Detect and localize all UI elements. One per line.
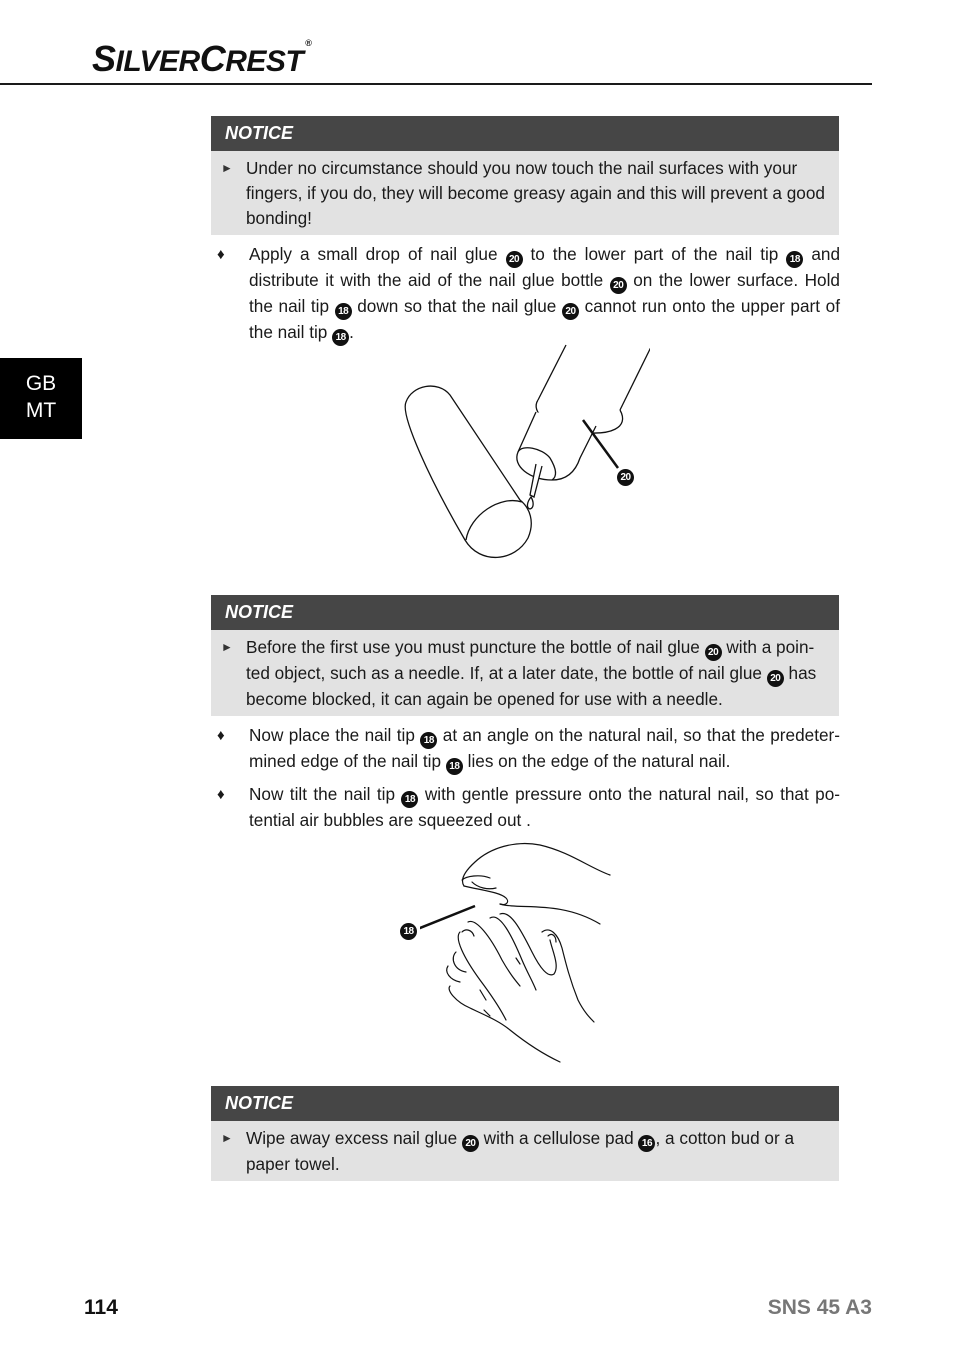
arrow-icon: ► (221, 161, 233, 175)
notice-box-3 (211, 1086, 839, 1181)
notice-title: NOTICE (211, 1086, 839, 1121)
part-number-badge: 18 (446, 758, 463, 775)
arrow-icon: ► (221, 1131, 233, 1145)
part-number-badge: 20 (562, 303, 579, 320)
part-number-badge: 18 (786, 251, 803, 268)
diamond-bullet-icon: ♦ (217, 246, 225, 263)
glue-bottle-illustration (390, 340, 650, 565)
notice-box-1 (211, 116, 839, 235)
part-number-badge: 18 (332, 329, 349, 346)
part-number-badge: 20 (462, 1135, 479, 1152)
model-number: SNS 45 A3 (767, 1296, 872, 1319)
page-number: 114 (84, 1296, 118, 1319)
notice-title: NOTICE (211, 116, 839, 151)
diamond-bullet-icon: ♦ (217, 786, 225, 803)
header-rule (0, 83, 872, 85)
notice-body (211, 151, 839, 235)
part-number-badge: 18 (401, 791, 418, 808)
part-number-badge: 20 (705, 644, 722, 661)
figure-label-glue: 20 (617, 469, 634, 486)
notice-box-2 (211, 595, 839, 716)
silvercrest-logo: SILVERCREST® (92, 38, 312, 79)
instruction-step-3: ♦ Now tilt the nail tip 18 with gentle pressure onto the natural nail, so that po-tential air bubbles are squeezed out . (217, 784, 841, 830)
language-tab (0, 358, 82, 439)
part-number-badge: 18 (420, 732, 437, 749)
notice-text: Under no circumstance should you now touch the nail surfaces with your fingers, if you do, they will become greasy again and this will prevent a good bonding! (246, 158, 825, 228)
part-number-badge: 20 (767, 670, 784, 687)
language-tab-mt: MT (25, 399, 57, 422)
diamond-bullet-icon: ♦ (217, 727, 225, 744)
part-number-badge: 20 (610, 277, 627, 294)
part-number-badge: 18 (335, 303, 352, 320)
instruction-step-1: ♦ Apply a small drop of nail glue 20 to the lower part of the nail tip 18 and distribute it with the aid of the nail glue bottle 20 on the lower surface. Hold the nail tip 18 down so that the nail glue 20 cannot run onto the upper part of the nail tip 18 . (249, 242, 840, 346)
language-tab-gb: GB (25, 372, 57, 395)
arrow-icon: ► (221, 640, 233, 654)
instruction-step-2: ♦ Now place the nail tip 18 at an angle on the natural nail, so that the predeter-mined edge of the nail tip 18 lies on the edge of the natural nail. (249, 723, 840, 775)
hand-applying-nail-tip-illustration (420, 840, 620, 1065)
notice-body: ► Before the first use you must puncture the bottle of nail glue 20 with a poin-ted object, such as a needle. If, at a later date, the bottle of nail glue 20 has become blocked, it can again be opened for use with a needle. (221, 637, 817, 709)
figure-label-nail-tip: 18 (400, 923, 417, 940)
part-number-badge: 20 (506, 251, 523, 268)
notice-body: ► Wipe away excess nail glue 20 with a cellulose pad 16 , a cotton bud or a paper towel. (221, 1128, 795, 1174)
notice-title: NOTICE (211, 595, 839, 630)
part-number-badge: 16 (638, 1135, 655, 1152)
